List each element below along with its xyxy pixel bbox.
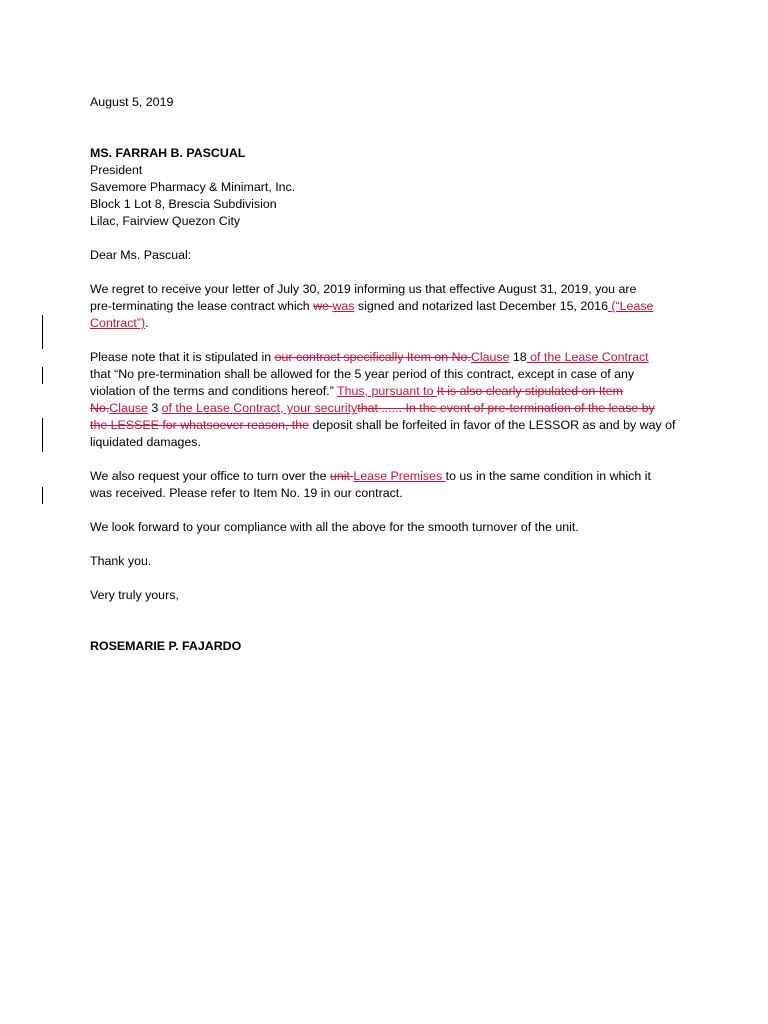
deleted-text: that ...... In the event of pre-termination of the lease by bbox=[357, 401, 655, 415]
recipient-address-line1: Block 1 Lot 8, Brescia Subdivision bbox=[90, 197, 277, 211]
inserted-text: Clause bbox=[470, 350, 510, 364]
recipient-company: Savemore Pharmacy & Minimart, Inc. bbox=[90, 180, 296, 194]
paragraph-line bbox=[90, 349, 690, 366]
inserted-text: Thus, pursuant to bbox=[337, 384, 437, 398]
deleted-text: It is also clearly stipulated on Item bbox=[436, 384, 623, 398]
text-run: violation of the terms and conditions hereof.” bbox=[90, 384, 338, 398]
deleted-text: we bbox=[313, 299, 333, 313]
inserted-text: (“Lease bbox=[607, 299, 654, 313]
change-bar bbox=[42, 487, 43, 504]
paragraph-line bbox=[90, 417, 690, 434]
thanks-line: Thank you. bbox=[90, 554, 152, 568]
paragraph-line bbox=[90, 383, 690, 400]
change-bar bbox=[42, 367, 43, 384]
recipient-title: President bbox=[90, 163, 143, 177]
recipient-name: MS. FARRAH B. PASCUAL bbox=[90, 146, 246, 160]
text-run: Please note that it is stipulated in bbox=[90, 350, 275, 364]
paragraph-line bbox=[90, 468, 690, 485]
salutation: Dear Ms. Pascual: bbox=[90, 248, 192, 262]
text-run: 18 bbox=[509, 350, 527, 364]
paragraph-line bbox=[90, 315, 690, 332]
paragraph-1 bbox=[90, 281, 690, 332]
deleted-text: No. bbox=[90, 401, 110, 415]
deleted-text: unit bbox=[329, 469, 354, 483]
inserted-text: Clause bbox=[109, 401, 148, 415]
inserted-text: of the Lease Contract, your security bbox=[161, 401, 358, 415]
paragraph-line: liquidated damages. bbox=[90, 435, 201, 449]
letter-date: August 5, 2019 bbox=[90, 95, 174, 109]
inserted-text: Lease Premises bbox=[353, 469, 446, 483]
deleted-text: our contract specifically Item on No. bbox=[274, 350, 471, 364]
change-bar bbox=[42, 315, 43, 349]
paragraph-line: We regret to receive your letter of July 30, 2019 informing us that effective August 31, 2019, you are bbox=[90, 282, 637, 296]
change-bar bbox=[42, 418, 43, 452]
text-run: to us in the same condition in which it bbox=[445, 469, 651, 483]
paragraph-3 bbox=[90, 468, 690, 502]
text-run: signed and notarized last December 15, 2016 bbox=[354, 299, 608, 313]
text-run: pre-terminating the lease contract which bbox=[90, 299, 314, 313]
paragraph-line: that “No pre-termination shall be allowed for the 5 year period of this contract, except in case of any bbox=[90, 367, 635, 381]
paragraph-line: was received. Please refer to Item No. 19 in our contract. bbox=[90, 486, 403, 500]
recipient-address-line2: Lilac, Fairview Quezon City bbox=[90, 214, 241, 228]
paragraph-4: We look forward to your compliance with all the above for the smooth turnover of the unit. bbox=[90, 520, 579, 534]
text-run: deposit shall be forfeited in favor of the LESSOR as and by way of bbox=[309, 418, 676, 432]
inserted-text: Contract”) bbox=[90, 316, 146, 330]
signatory-name: ROSEMARIE P. FAJARDO bbox=[90, 639, 242, 653]
inserted-text: was bbox=[332, 299, 355, 313]
paragraph-line bbox=[90, 298, 690, 315]
deleted-text: the LESSEE for whatsoever reason, the bbox=[90, 418, 310, 432]
inserted-text: of the Lease Contract bbox=[526, 350, 649, 364]
paragraph-2 bbox=[90, 349, 690, 451]
text-run: We also request your office to turn over the bbox=[90, 469, 330, 483]
closing-line: Very truly yours, bbox=[90, 588, 179, 602]
text-run: . bbox=[145, 316, 149, 330]
letter-body bbox=[90, 94, 690, 655]
text-run: 3 bbox=[147, 401, 162, 415]
paragraph-line bbox=[90, 400, 690, 417]
